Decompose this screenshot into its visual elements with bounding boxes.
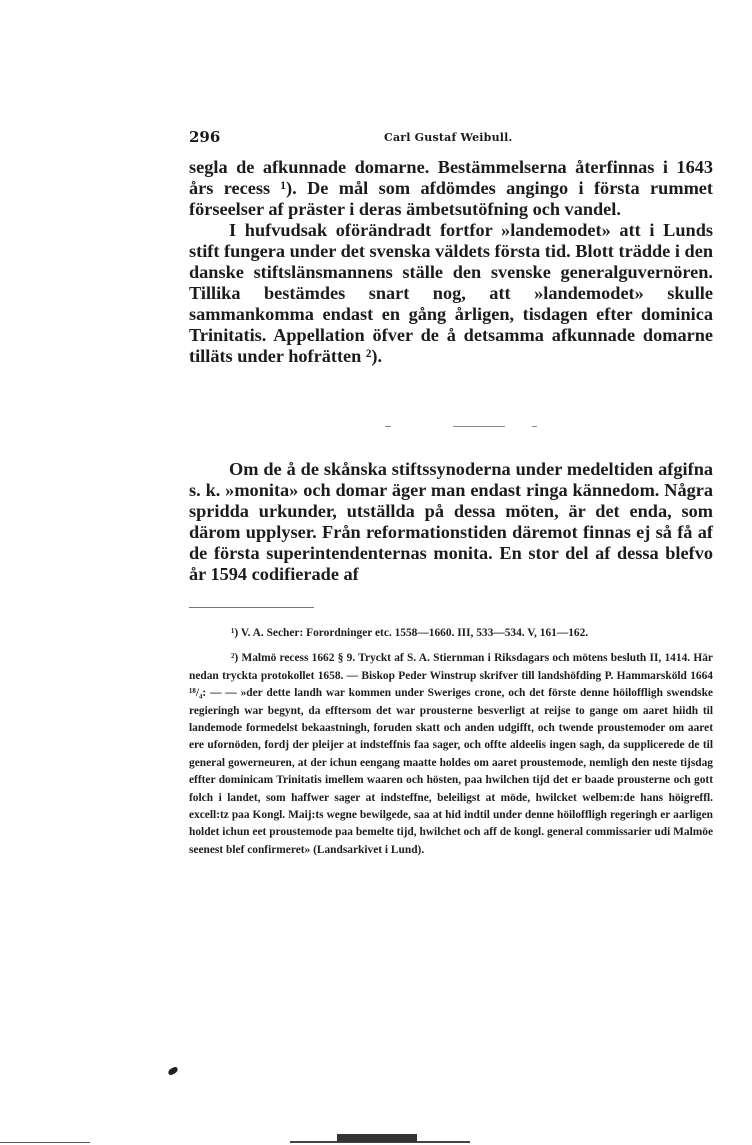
page-number: 296 (189, 128, 221, 146)
footnote-1: ¹) V. A. Secher: Forordninger etc. 1558—1660. III, 533—534. V, 161—162. (231, 627, 589, 639)
body-section-1 (189, 157, 713, 367)
footnote-rule (189, 607, 314, 608)
scan-mark (453, 426, 505, 427)
scan-mark (385, 426, 391, 427)
paragraph-2: I hufvudsak oförändradt fortfor »landemodet» att i Lunds stift fungera under det svenska väldets första tid. Blott trädde i den danske stiftslänsmannens ställe den svenske generalguvernören. Tillika bestämdes snart nog, att »landemodet» skulle sammankomma endast en gång årligen, tisdagen efter dominica Trinitatis. Appellation öfver de å detsamma afkunnade domarne tilläts under hofrätten ²). (189, 220, 713, 366)
footnote-2: ²) Malmö recess 1662 § 9. Tryckt af S. A. Stiernman i Riksdagars och mötens besluth II, 1414. Här nedan tryckta protokollet 1658. — Biskop Peder Winstrup skrifver till landshöfding P. Hammarsköld 1664 ¹⁸/₄: — — »der dette landh war kommen under Sweriges crone, och det förste denne höiloffligh swendske regieringh war begynt, da efftersom det war prousterne besverligt at reijse to gange om aaret hiidh til landemode formedelst bekaastningh, foruden skatt och anden udgifft, och twende proustemoder om aaret ere ufornöden, fordj der pleijer at indsteffnis faa sager, och offte aldeelis ingen sagh, da supplicerede de til general gowerneuren, at der ichun eengang maatte holdes om aaret proustemode, nemligh den neste tijsdag effter dominicam Trinitatis imellem waaren och hösten, paa hwilchen tijd det er baade prousterne och gott folch i landet, som haffwer sager at indsteffne, beleiligst at möde, hwilcket welbem:de hans höigreffl. excell:tz paa Kongl. Maij:ts wegne bewilgede, saa at hid indtil under denne höiloffligh regeringh er aarligen holdet ichun eet proustemode paa bemelte tijd, hwilchet och aff de kongl. general commissarier udi Malmöe seenest blef confirmeret» (Landsarkivet i Lund). (189, 652, 713, 856)
running-head: Carl Gustaf Weibull. (384, 131, 513, 144)
scan-mark (532, 426, 537, 427)
body-section-2 (189, 459, 713, 585)
ink-mark (167, 1066, 179, 1076)
paragraph-3: Om de å de skånska stiftssynoderna under medeltiden afgifna s. k. »monita» och domar äger man endast ringa kännedom. Några spridda urkunder, utställda på dessa möten, är det enda, som därom upplyser. Från reformationstiden däremot finnas ej så få af de första superintendenternas monita. En stor del af dessa blefvo år 1594 codifierade af (189, 459, 713, 584)
footnotes (189, 625, 713, 859)
page-header (189, 128, 713, 150)
paragraph-1: segla de afkunnade domarne. Bestämmelserna återfinnas i 1643 års recess ¹). De mål som afdömdes angingo i första rummet förseelser af präster i deras ämbetsutöfning och vandel. (189, 157, 713, 219)
scan-edge-line (0, 1142, 90, 1143)
scan-edge-bar (337, 1134, 417, 1142)
